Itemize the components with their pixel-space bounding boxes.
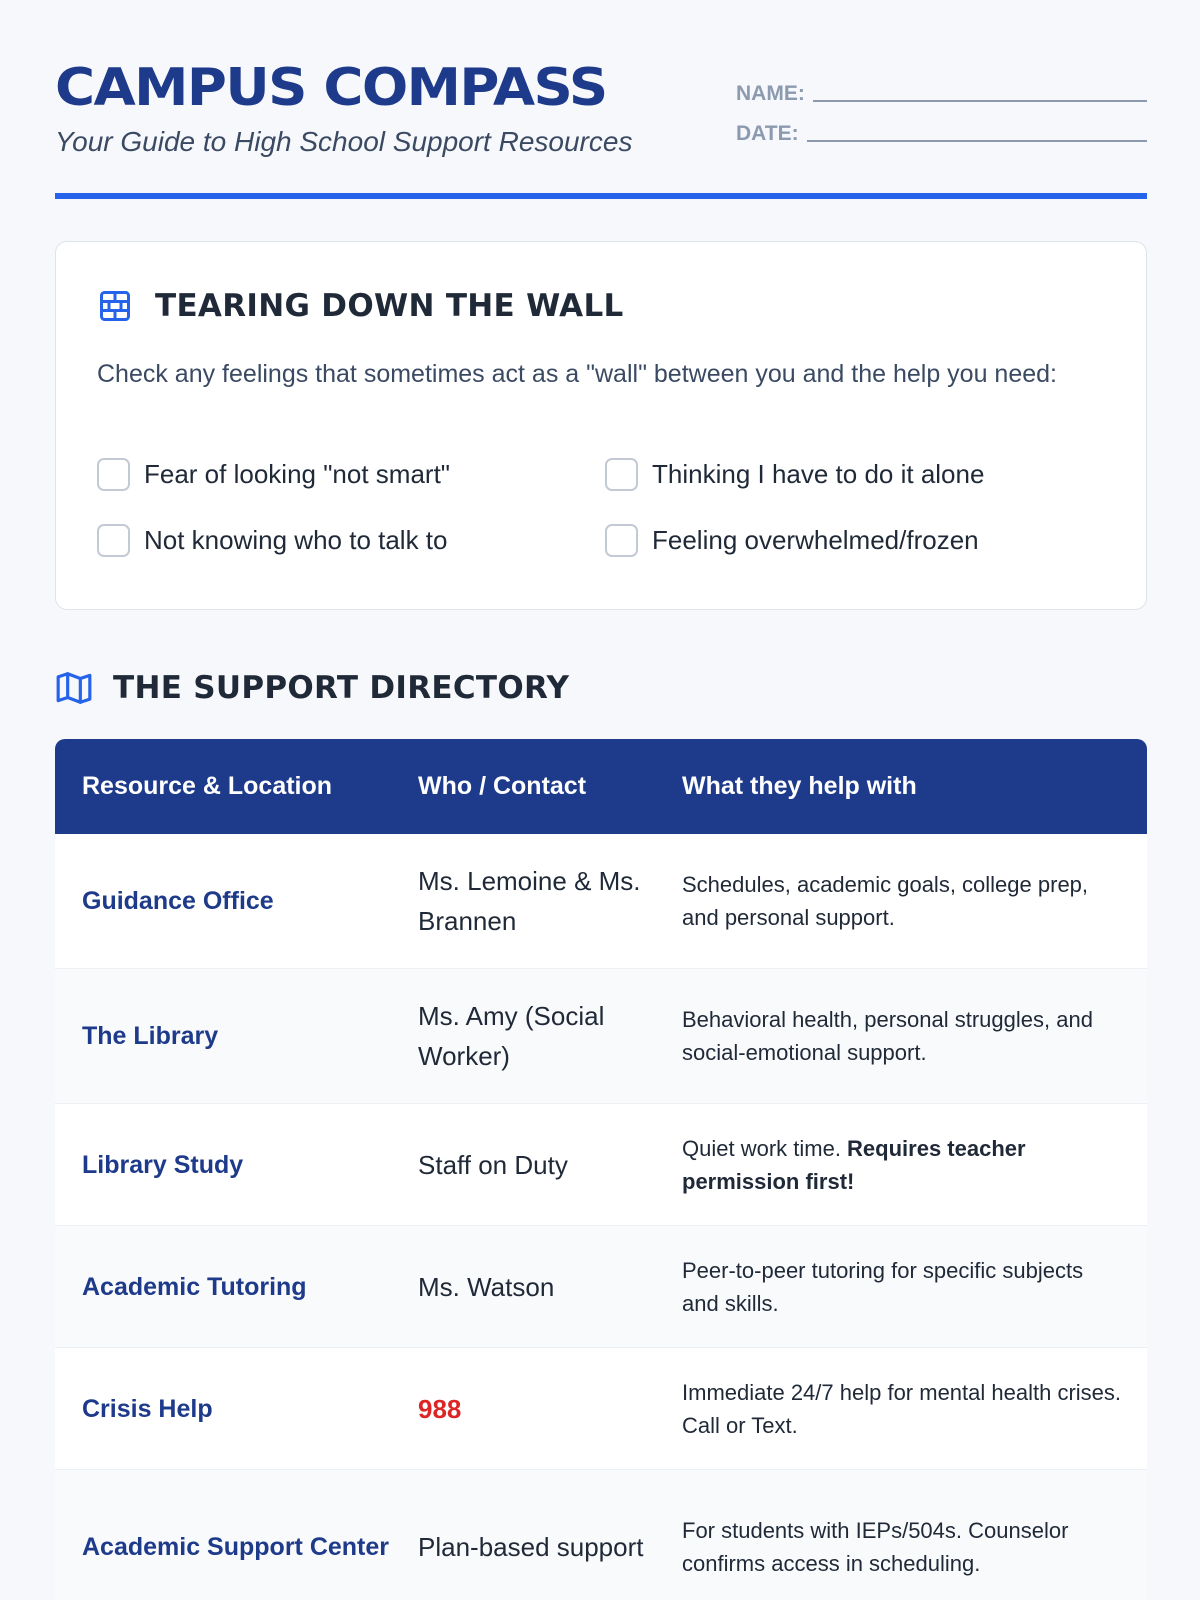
help-text: Behavioral health, personal struggles, and social-emotional support.: [682, 1007, 1093, 1065]
feeling-option[interactable]: [97, 524, 448, 557]
help-text: Schedules, academic goals, college prep, and personal support.: [682, 872, 1089, 930]
help-text: Quiet work time.: [682, 1135, 848, 1161]
crisis-hotline-number[interactable]: 988: [418, 1393, 462, 1424]
wall-instructions: Check any feelings that sometimes act as a "wall" between you and the help you need:: [97, 360, 1057, 388]
feeling-option-label: Not knowing who to talk to: [144, 525, 448, 555]
help-description: [682, 1514, 1147, 1580]
table-header: [55, 739, 1147, 834]
contact-name: Ms. Watson: [418, 1271, 555, 1302]
page-title: CAMPUS COMPASS: [55, 58, 607, 118]
page-subtitle: Your Guide to High School Support Resources: [55, 126, 633, 157]
table-row: [55, 834, 1147, 969]
feeling-option[interactable]: [605, 524, 979, 557]
feeling-option[interactable]: [97, 458, 450, 491]
help-description: [682, 1003, 1147, 1069]
contact-name: Plan-based support: [418, 1532, 644, 1562]
resource-name: Academic Tutoring: [82, 1272, 307, 1301]
column-header-help: What they help with: [682, 772, 917, 800]
help-text: For students with IEPs/504s. Counselor confirms access in scheduling.: [682, 1518, 1069, 1576]
date-label: DATE:: [736, 122, 799, 145]
help-description: [682, 1254, 1147, 1320]
wall-heading: [97, 286, 624, 326]
worksheet-header: [55, 0, 1147, 200]
directory-title: THE SUPPORT DIRECTORY: [113, 670, 570, 706]
column-header-contact: Who / Contact: [418, 772, 587, 800]
help-description: [682, 1376, 1147, 1442]
checkbox[interactable]: [605, 524, 638, 557]
help-text: Immediate 24/7 help for mental health crises. Call or Text.: [682, 1379, 1122, 1438]
name-field[interactable]: [736, 72, 1147, 112]
wall-section: [55, 241, 1147, 610]
name-label: NAME:: [736, 82, 805, 105]
name-blank-line[interactable]: [813, 100, 1147, 102]
contact-name: Ms. Amy (Social Worker): [418, 1001, 605, 1071]
checkbox[interactable]: [97, 458, 130, 491]
checkbox[interactable]: [605, 458, 638, 491]
date-blank-line[interactable]: [807, 140, 1147, 142]
table-row: [55, 1348, 1147, 1470]
contact-name: Ms. Lemoine & Ms. Brannen: [418, 866, 641, 936]
wall-title: TEARING DOWN THE WALL: [155, 288, 624, 324]
directory-heading: [55, 668, 569, 708]
map-icon: [55, 669, 93, 707]
resource-name: Guidance Office: [82, 887, 274, 915]
brick-wall-icon: [97, 288, 133, 324]
checkbox[interactable]: [97, 524, 130, 557]
worksheet-page: [55, 0, 1147, 1576]
date-field[interactable]: [736, 112, 1147, 152]
feeling-option-label: Fear of looking "not smart": [144, 459, 451, 489]
header-divider: [55, 193, 1147, 199]
help-description: [682, 1132, 1147, 1198]
feeling-option[interactable]: [605, 458, 984, 491]
help-text: Peer-to-peer tutoring for specific subjects and skills.: [682, 1257, 1084, 1316]
table-row: [55, 1226, 1147, 1348]
resource-name: Library Study: [82, 1150, 244, 1179]
resource-name: Crisis Help: [82, 1394, 213, 1423]
student-info: [736, 72, 1147, 152]
resource-name: Academic Support Center: [82, 1533, 390, 1561]
table-row: [55, 1104, 1147, 1226]
contact-name: Staff on Duty: [418, 1149, 568, 1180]
help-description: [682, 868, 1147, 934]
table-row: [55, 969, 1147, 1104]
column-header-resource: Resource & Location: [82, 772, 333, 800]
help-emphasis: Requires teacher permission first!: [682, 1135, 1026, 1194]
feeling-option-label: Thinking I have to do it alone: [652, 459, 985, 489]
feeling-option-label: Feeling overwhelmed/frozen: [652, 525, 979, 555]
resource-name: The Library: [82, 1022, 219, 1050]
table-row: [55, 1470, 1147, 1600]
support-directory-table: [55, 739, 1147, 1600]
